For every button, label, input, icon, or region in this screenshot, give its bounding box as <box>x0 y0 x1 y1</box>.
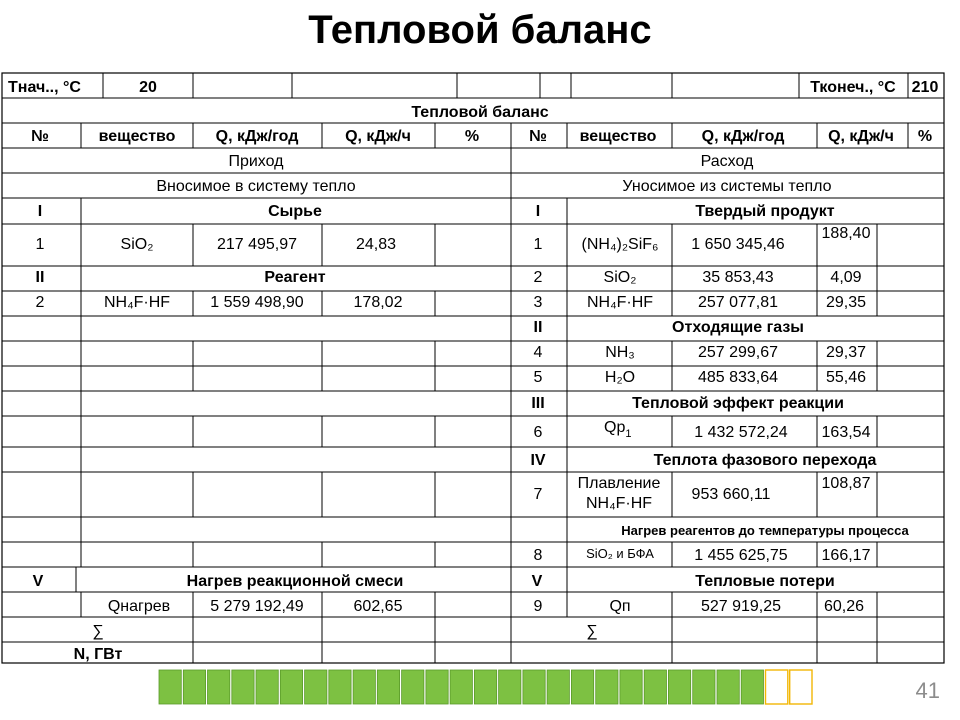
expense-label: Расход <box>700 153 754 170</box>
progress-cell-filled <box>741 670 763 704</box>
progress-cell-filled <box>305 670 327 704</box>
right-row-5-substance: H₂O <box>604 369 636 386</box>
left-row-1-substance: SiO₂ <box>120 236 154 253</box>
right-row-8-q-year: 1 455 625,75 <box>694 547 788 564</box>
progress-cell-filled <box>208 670 230 704</box>
income-label: Приход <box>228 153 284 170</box>
right-row-1-q-year: 1 650 345,46 <box>691 236 785 253</box>
t-end-value: 210 <box>911 79 939 96</box>
right-row-2-q-hour: 4,09 <box>830 269 862 286</box>
section-ii-num-left: II <box>35 269 45 286</box>
right-row-4-substance: NH₃ <box>605 344 635 361</box>
right-row-9-q-hour: 60,26 <box>823 598 865 615</box>
right-row-1-substance: (NH₄)₂SiF₆ <box>581 236 659 253</box>
right-row-7-substance-line-2: NH₄F·HF <box>585 495 653 512</box>
left-row-3-q-year: 5 279 192,49 <box>210 598 304 615</box>
col-pct-left: % <box>464 128 480 145</box>
right-row-7-q-year: 953 660,11 <box>691 486 771 503</box>
t-end-label: Тконеч., °С <box>810 79 896 96</box>
left-row-1-q-year: 217 495,97 <box>216 236 298 253</box>
progress-cell-filled <box>620 670 642 704</box>
right-row-8-substance: SiO₂ и БФА <box>586 546 654 561</box>
right-row-6-substance <box>604 419 631 440</box>
section-heat-right-label: Нагрев реагентов до температуры процесса <box>621 523 909 538</box>
section-i-num-left: I <box>37 203 43 220</box>
section-i-num-right: I <box>535 203 541 220</box>
right-row-3-q-year: 257 077,81 <box>697 294 779 311</box>
right-row-3-q-hour: 29,35 <box>825 294 867 311</box>
col-q-hour-right: Q, кДж/ч <box>828 128 894 145</box>
section-v-right-label: Тепловые потери <box>695 573 835 590</box>
left-row-3-substance: Qнагрев <box>107 598 171 615</box>
progress-cell-filled <box>183 670 205 704</box>
progress-cell-filled <box>596 670 618 704</box>
progress-cell-filled <box>668 670 690 704</box>
right-row-9-num: 9 <box>533 598 543 615</box>
right-row-1-num: 1 <box>533 236 543 253</box>
right-row-5-q-hour: 55,46 <box>825 369 867 386</box>
progress-cell-filled <box>717 670 739 704</box>
right-row-4-q-hour: 29,37 <box>825 344 867 361</box>
progress-cell-filled <box>693 670 715 704</box>
progress-cell-filled <box>402 670 424 704</box>
left-row-3-q-hour: 602,65 <box>353 598 403 615</box>
right-row-2-num: 2 <box>533 269 543 286</box>
section-iii-right-label: Тепловой эффект реакции <box>632 395 844 412</box>
slide-number: 41 <box>915 678 940 703</box>
right-row-6-substance-index: 1 <box>625 428 632 440</box>
right-row-6-q-year: 1 432 572,24 <box>694 424 788 441</box>
progress-cell-filled <box>450 670 472 704</box>
progress-cell-filled <box>232 670 254 704</box>
col-q-year-right: Q, кДж/год <box>701 128 785 145</box>
page-title: Тепловой баланс <box>308 8 652 52</box>
section-i-left-label: Сырье <box>268 203 322 220</box>
left-row-1-q-hour: 24,83 <box>355 236 397 253</box>
col-substance-right: вещество <box>579 128 657 145</box>
right-row-6-num: 6 <box>533 424 543 441</box>
right-row-7-q-hour: 108,87 <box>821 475 871 492</box>
t-start-value: 20 <box>139 79 157 96</box>
expense-sublabel: Уносимое из системы тепло <box>622 178 832 195</box>
col-num-left: № <box>31 128 49 145</box>
progress-cell-filled <box>499 670 521 704</box>
right-row-8-num: 8 <box>533 547 543 564</box>
progress-cell-filled <box>644 670 666 704</box>
section-ii-num-right: II <box>533 319 543 336</box>
col-pct-right: % <box>917 128 933 145</box>
right-row-5-q-year: 485 833,64 <box>697 369 779 386</box>
progress-cell-filled <box>523 670 545 704</box>
section-iv-right-label: Теплота фазового перехода <box>653 452 877 469</box>
progress-cell-empty <box>766 670 788 704</box>
left-row-2-q-hour: 178,02 <box>353 294 403 311</box>
left-row-2-num: 2 <box>35 294 45 311</box>
section-v-left-label: Нагрев реакционной смеси <box>186 573 404 590</box>
progress-cell-filled <box>353 670 375 704</box>
right-row-6-q-hour: 163,54 <box>821 424 871 441</box>
progress-cell-filled <box>474 670 496 704</box>
progress-cell-empty <box>790 670 812 704</box>
section-v-num-left: V <box>32 573 44 590</box>
power-label: N, ГВт <box>73 646 123 663</box>
sum-left: ∑ <box>92 623 104 640</box>
section-ii-left-label: Реагент <box>264 269 326 286</box>
right-row-7-num: 7 <box>533 486 543 503</box>
t-start-label: Тнач.., °С <box>8 79 81 96</box>
right-row-6-substance-text: Qp <box>604 419 626 436</box>
col-num-right: № <box>529 128 547 145</box>
income-sublabel: Вносимое в систему тепло <box>156 178 356 195</box>
left-row-1-num: 1 <box>35 236 45 253</box>
table-heading: Тепловой баланс <box>411 104 549 121</box>
section-iv-num-right: IV <box>530 452 546 469</box>
right-row-9-substance: Qп <box>609 598 631 615</box>
right-row-8-q-hour: 166,17 <box>821 547 871 564</box>
progress-cell-filled <box>256 670 278 704</box>
progress-cell-filled <box>329 670 351 704</box>
slide-progress-bar <box>158 669 814 705</box>
progress-cell-filled <box>571 670 593 704</box>
section-i-right-label: Твердый продукт <box>695 203 835 220</box>
right-row-2-substance: SiO₂ <box>603 269 637 286</box>
right-row-4-q-year: 257 299,67 <box>697 344 779 361</box>
right-row-2-q-year: 35 853,43 <box>702 269 774 286</box>
right-row-4-num: 4 <box>533 344 543 361</box>
section-ii-right-label: Отходящие газы <box>672 319 804 336</box>
progress-cell-filled <box>159 670 181 704</box>
right-row-9-q-year: 527 919,25 <box>700 598 782 615</box>
right-row-1-q-hour: 188,40 <box>821 225 871 242</box>
progress-cell-filled <box>547 670 569 704</box>
progress-cell-filled <box>280 670 302 704</box>
col-q-year-left: Q, кДж/год <box>215 128 299 145</box>
section-iii-num-right: III <box>531 395 545 412</box>
left-row-2-substance: NH₄F·HF <box>103 294 171 311</box>
progress-cell-filled <box>377 670 399 704</box>
col-substance-left: вещество <box>98 128 176 145</box>
right-row-3-num: 3 <box>533 294 543 311</box>
col-q-hour-left: Q, кДж/ч <box>345 128 411 145</box>
progress-cell-filled <box>426 670 448 704</box>
section-v-num-right: V <box>531 573 543 590</box>
right-row-5-num: 5 <box>533 369 543 386</box>
right-row-7-substance-line-1: Плавление <box>577 475 661 492</box>
left-row-2-q-year: 1 559 498,90 <box>210 294 304 311</box>
sum-right: ∑ <box>586 623 598 640</box>
right-row-3-substance: NH₄F·HF <box>586 294 654 311</box>
